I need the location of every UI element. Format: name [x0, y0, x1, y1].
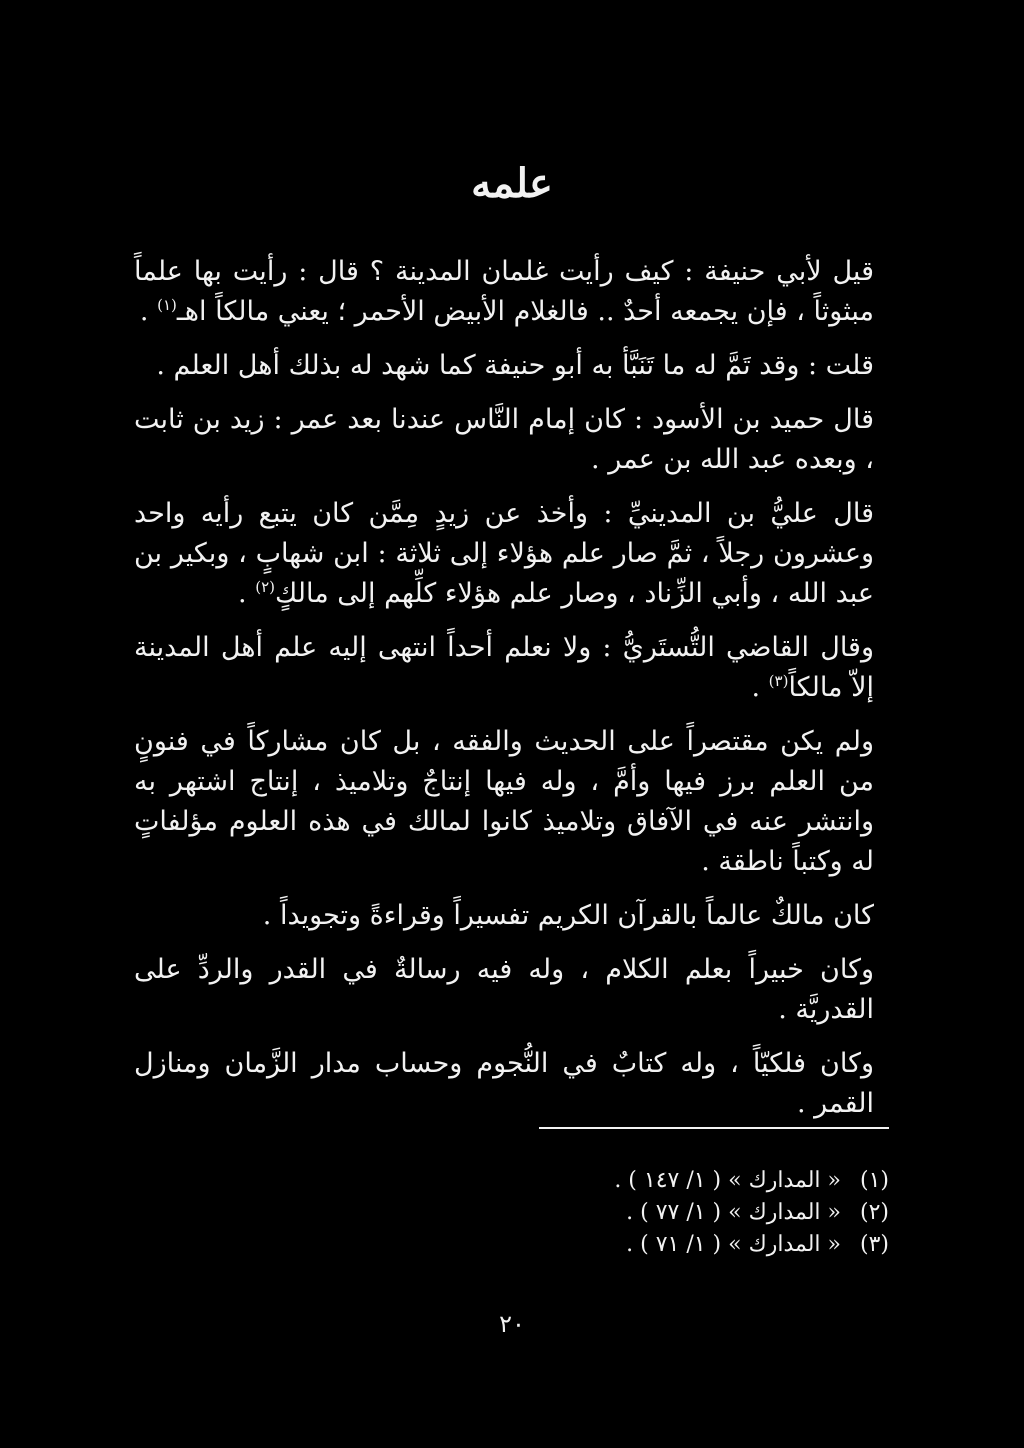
paragraph [134, 628, 874, 708]
paragraph [134, 950, 874, 1030]
paragraph [134, 252, 874, 332]
paragraph [134, 722, 874, 882]
paragraph [134, 494, 874, 614]
paragraph-text: قال حميد بن الأسود : كان إمام النَّاس عندنا بعد عمر : زيد بن ثابت ، وبعده عبد الله بن عمر . [134, 404, 874, 475]
footnote-ref: (١) [157, 296, 177, 314]
paragraph-text: قال عليُّ بن المدينيِّ : وأخذ عن زيدٍ مِمَّن كان يتبع رأيه واحد وعشرون رجلاً ، ثمَّ صار علم هؤلاء إلى ثلاثة : ابن شهابٍ ، وبكير بن عبد الله ، وأبي الزِّناد ، وصار علم هؤلاء كلِّهم إلى مالكٍ [134, 498, 874, 609]
paragraph-text: قلت : وقد تَمَّ له ما تَنَبَّأ به أبو حنيفة كما شهد له بذلك أهل العلم . [156, 350, 874, 381]
footnote-number: (٢) [859, 1200, 889, 1225]
paragraph-end: . [238, 578, 256, 609]
paragraph-text: قيل لأبي حنيفة : كيف رأيت غلمان المدينة ؟ قال : رأيت بها علماً مبثوثاً ، فإن يجمعه أحدٌ .. فالغلام الأبيض الأحمر ؛ يعني مالكاً اهـ [134, 256, 874, 327]
footnote-text: « المدارك » ( ١/ ٧٧ ) . [626, 1200, 841, 1225]
paragraph [134, 346, 874, 386]
footnote-number: (٣) [859, 1232, 889, 1257]
footnotes [429, 1165, 889, 1261]
footnote-text: « المدارك » ( ١/ ١٤٧ ) . [614, 1168, 841, 1193]
footnote-ref: (٢) [255, 578, 275, 596]
paragraph-text: ولم يكن مقتصراً على الحديث والفقه ، بل كان مشاركاً في فنونٍ من العلم برز فيها وأمَّ ، وله فيها إنتاجٌ وتلاميذ ، إنتاج اشتهر به وانتشر عنه في الآفاق وتلاميذ كانوا لمالك في هذه العلوم مؤلفاتٍ له وكتباً ناطقة . [134, 726, 874, 877]
paragraph-end: . [751, 672, 769, 703]
page-number: ٢٠ [499, 1310, 525, 1338]
footnote-number: (١) [859, 1168, 889, 1193]
paragraph [134, 1044, 874, 1124]
footnote [429, 1197, 889, 1229]
paragraph-text: كان مالكٌ عالماً بالقرآن الكريم تفسيراً وقراءةً وتجويداً . [262, 900, 874, 931]
body-text [134, 252, 874, 1138]
page-title: علمه [471, 160, 553, 207]
footnote-divider [539, 1127, 889, 1129]
paragraph-text: وكان فلكيّاً ، وله كتابٌ في النُّجوم وحساب مدار الزَّمان ومنازل القمر . [134, 1048, 874, 1119]
paragraph [134, 896, 874, 936]
paragraph-text: وقال القاضي التُّستَريُّ : ولا نعلم أحداً انتهى إليه علم أهل المدينة إلاّ مالكاً [134, 632, 874, 703]
footnote [429, 1229, 889, 1261]
footnote-text: « المدارك » ( ١/ ٧١ ) . [626, 1232, 841, 1257]
paragraph [134, 400, 874, 480]
footnote-ref: (٣) [768, 672, 789, 690]
paragraph-text: وكان خبيراً بعلم الكلام ، وله فيه رسالةٌ في القدر والردِّ على القدريَّة . [134, 954, 874, 1025]
paragraph-end: . [139, 296, 158, 327]
footnote [429, 1165, 889, 1197]
